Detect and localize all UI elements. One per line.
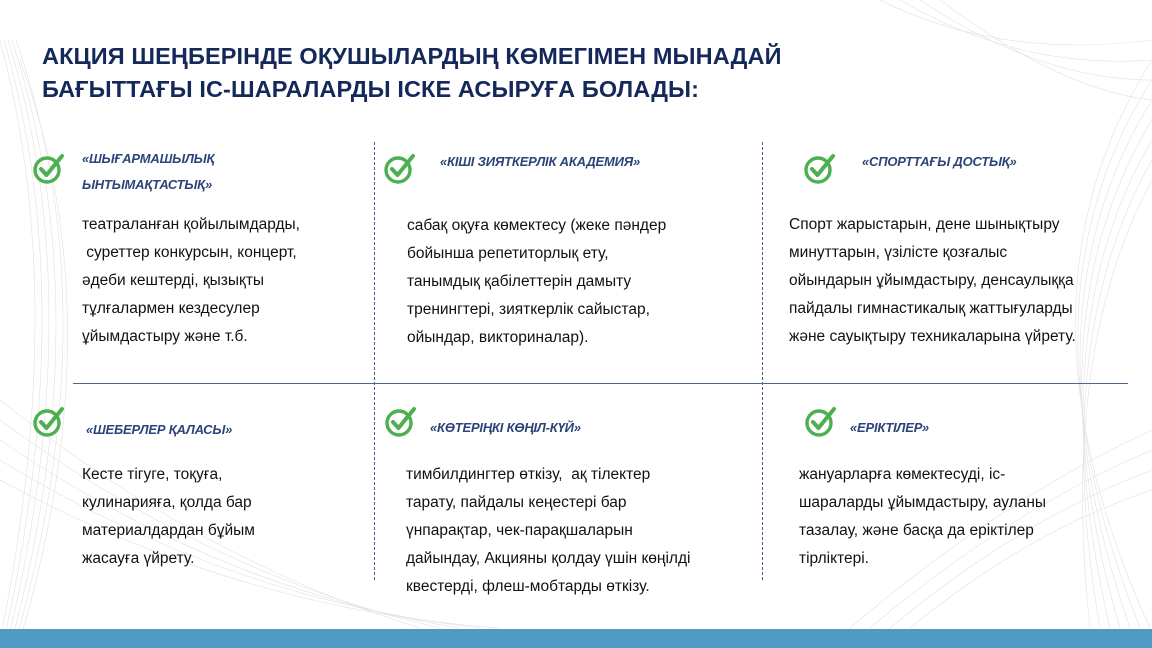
block-body-kishi-akademiya: [407, 212, 666, 352]
check-circle-icon: [32, 405, 66, 439]
body-line: минуттарын, үзілісте қозғалыс: [789, 244, 1008, 261]
block-body-eriktiler: [799, 461, 1046, 573]
body-line: жасауға үйрету.: [82, 550, 195, 567]
body-line: дайындау, Акцияны қолдау үшін көңілді: [406, 550, 691, 567]
check-circle-icon: [804, 405, 838, 439]
heading-line: «ШЫҒАРМАШЫЛЫҚ: [82, 151, 215, 166]
body-line: үнпарақтар, чек-парақшаларын: [406, 522, 633, 539]
check-circle-icon: [384, 405, 418, 439]
block-body-shygarmashylyk: [82, 211, 300, 351]
body-line: танымдық қабілеттерін дамыту: [407, 273, 632, 290]
block-heading-sheberler-kalasy: [86, 417, 232, 443]
body-line: тұлғалармен кездесулер: [82, 300, 260, 317]
body-line: тірліктері.: [799, 550, 869, 567]
body-line: пайдалы гимнастикалық жаттығуларды: [789, 300, 1073, 317]
body-line: суреттер конкурсын, концерт,: [82, 244, 297, 261]
body-line: сабақ оқуға көмектесу (жеке пәндер: [407, 217, 667, 234]
block-heading-kishi-akademiya: [440, 149, 640, 175]
body-line: жануарларға көмектесуді, іс-: [799, 466, 1006, 483]
body-line: ойындар, викториналар).: [407, 329, 589, 346]
body-line: тренингтері, зияткерлік сайыстар,: [407, 301, 650, 318]
body-line: тимбилдингтер өткізу, ақ тілектер: [406, 466, 651, 483]
body-line: әдеби кештерді, қызықты: [82, 272, 265, 289]
body-line: бойынша репетиторлық ету,: [407, 245, 609, 262]
body-line: Спорт жарыстарын, дене шынықтыру: [789, 216, 1060, 233]
body-line: материалдардан бұйым: [82, 522, 255, 539]
title-line-1: АКЦИЯ ШЕҢБЕРІНДЕ ОҚУШЫЛАРДЫҢ КӨМЕГІМЕН МЫНАДАЙ: [42, 43, 782, 69]
block-heading-eriktiler: [850, 415, 929, 441]
column-divider-1: [374, 142, 375, 580]
body-line: тазалау, және басқа да еріктілер: [799, 522, 1034, 539]
footer-accent-bar: [0, 629, 1152, 648]
body-line: театраланған қойылымдарды,: [82, 216, 300, 233]
slide-title: [42, 40, 942, 106]
heading-line: «СПОРТТАҒЫ ДОСТЫҚ»: [862, 154, 1017, 169]
body-line: ойындарын ұйымдастыру, денсаулыққа: [789, 272, 1074, 289]
body-line: шараларды ұйымдастыру, ауланы: [799, 494, 1047, 511]
body-line: ұйымдастыру және т.б.: [82, 328, 248, 345]
check-circle-icon: [803, 152, 837, 186]
heading-line: ЫНТЫМАҚТАСТЫҚ»: [82, 177, 212, 192]
heading-line: «КӨТЕРІҢКІ КӨҢІЛ-КҮЙ»: [430, 420, 581, 435]
body-line: кулинарияға, қолда бар: [82, 494, 252, 511]
block-body-koterinki-konil-kui: [406, 461, 690, 601]
check-circle-icon: [383, 152, 417, 186]
row-divider: [73, 383, 1128, 384]
block-heading-sporttagy-dostyk: [862, 149, 1017, 175]
block-body-sheberler-kalasy: [82, 461, 255, 573]
body-line: Кесте тігуге, тоқуға,: [82, 466, 223, 483]
heading-line: «КІШІ ЗИЯТКЕРЛІК АКАДЕМИЯ»: [440, 154, 641, 169]
body-line: тарату, пайдалы кеңестері бар: [406, 494, 627, 511]
body-line: квестерді, флеш-мобтарды өткізу.: [406, 578, 650, 595]
body-line: және сауықтыру техникаларына үйрету.: [789, 328, 1076, 345]
check-circle-icon: [32, 152, 66, 186]
column-divider-2: [762, 142, 763, 580]
block-body-sporttagy-dostyk: [789, 211, 1076, 351]
block-heading-koterinki-konil-kui: [430, 415, 581, 441]
heading-line: «ЕРІКТІЛЕР»: [850, 420, 929, 435]
title-line-2: БАҒЫТТАҒЫ ІС-ШАРАЛАРДЫ ІСКЕ АСЫРУҒА БОЛАДЫ:: [42, 76, 700, 102]
heading-line: «ШЕБЕРЛЕР ҚАЛАСЫ»: [86, 422, 233, 437]
block-heading-shygarmashylyk: [82, 146, 214, 198]
